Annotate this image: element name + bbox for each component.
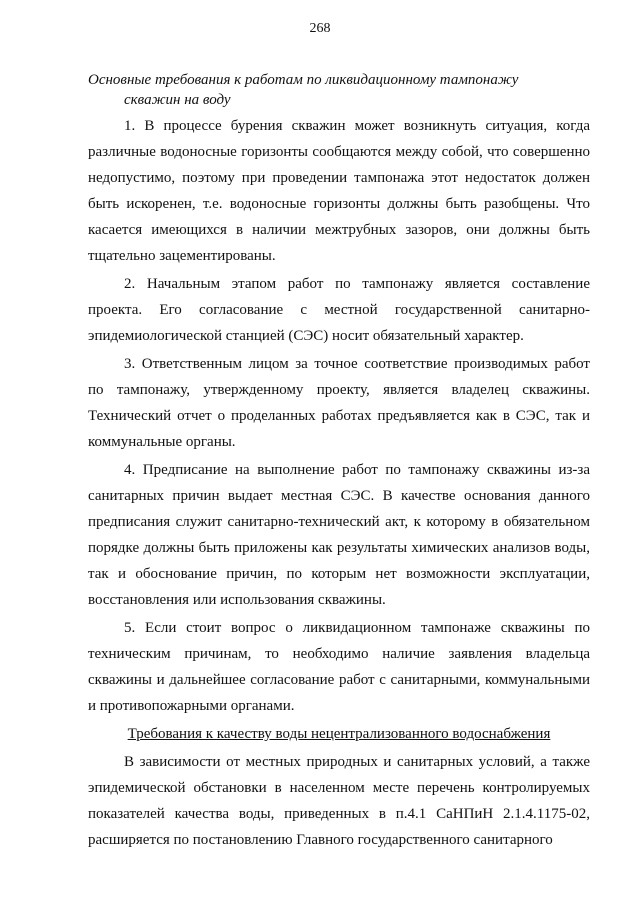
- paragraph-1: 1. В процессе бурения скважин может возникнуть ситуация, когда различные водоносные горизонты сообщаются между собой, что совершенно недопустимо, поэтому при проведении тампонажа этот недостаток должен быть искоренен, т.е. водоносные горизонты должны быть разобщены. Что касается имеющихся в наличии межтрубных зазоров, они должны быть тщательно зацементированы.: [88, 118, 590, 264]
- section-heading-water-quality: Требования к качеству воды нецентрализованного водоснабжения: [127, 726, 551, 742]
- paragraph-2: 2. Начальным этапом работ по тампонажу является составление проекта. Его согласование с местной государственной санитарно-эпидемиологической станцией (СЭС) носит обязательный характер.: [88, 276, 590, 344]
- page-number: 268: [309, 21, 331, 36]
- paragraph-5: 5. Если стоит вопрос о ликвидационном тампонаже скважины по техническим причинам, то необходимо наличие заявления владельца скважины и дальнейшее согласование работ с санитарными, коммунальными и противопожарными органами.: [88, 620, 590, 714]
- page-content: [88, 70, 590, 855]
- paragraph-water-quality: В зависимости от местных природных и санитарных условий, а также эпидемической обстановки в населенном месте перечень контролируемых показателей качества воды, приведенных в п.4.1 СаНПиН 2.1.4.1175-02, расширяется по постановлению Главного государственного санитарного: [88, 754, 590, 848]
- paragraph-4: 4. Предписание на выполнение работ по тампонажу скважины из-за санитарных причин выдает местная СЭС. В качестве основания данного предписания служит санитарно-технический акт, к которому в обязательном порядке должны быть приложены как результаты химических анализов воды, так и обоснование причин, по которым нет возможности эксплуатации, восстановления или использования скважины.: [88, 462, 590, 608]
- section-heading-line-1: Основные требования к работам по ликвидационному тампонажу: [88, 72, 519, 88]
- section-heading-line-2: скважин на воду: [124, 92, 231, 108]
- paragraph-3: 3. Ответственным лицом за точное соответствие производимых работ по тампонажу, утвержденному проекту, является владелец скважины. Технический отчет о проделанных работах предъявляется как в СЭС, так и коммунальные органы.: [88, 356, 590, 450]
- section-heading-tamponage: [88, 70, 590, 110]
